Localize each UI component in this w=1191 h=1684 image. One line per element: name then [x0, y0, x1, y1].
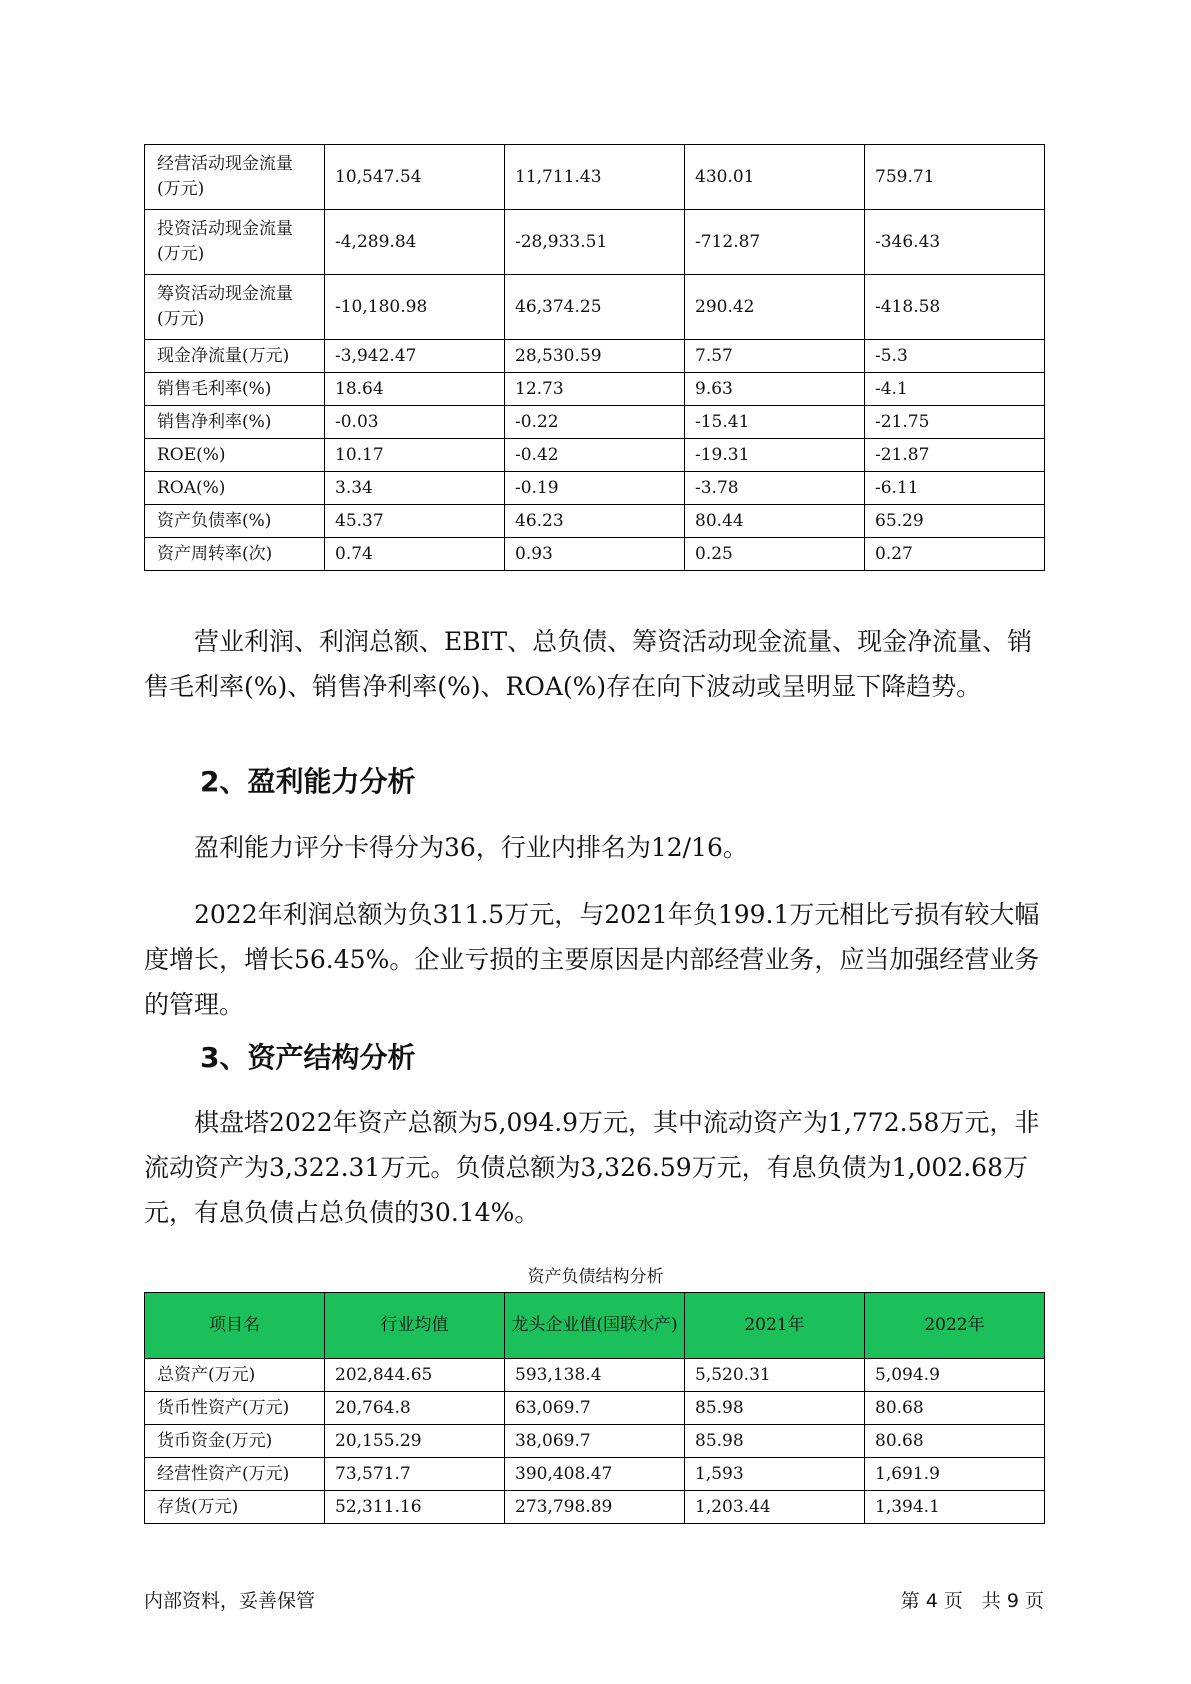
table-row [145, 145, 1045, 210]
footer-confidential-note: 内部资料，妥善保管 [144, 1590, 316, 1612]
row-label: 现金净流量(万元) [145, 340, 325, 373]
table-cell: -4.1 [865, 373, 1045, 406]
table-cell: 28,530.59 [505, 340, 685, 373]
table-cell: -0.22 [505, 406, 685, 439]
table-cell: -346.43 [865, 210, 1045, 275]
table-cell: 80.44 [685, 505, 865, 538]
table-row [145, 1392, 1045, 1425]
table-cell: 80.68 [865, 1392, 1045, 1425]
table-cell: 759.71 [865, 145, 1045, 210]
table-cell: 20,764.8 [325, 1392, 505, 1425]
table-cell: -3.78 [685, 472, 865, 505]
table-cell: 0.25 [685, 538, 865, 571]
table-row [145, 340, 1045, 373]
asset-liability-structure-table [144, 1292, 1045, 1524]
table-cell: 5,094.9 [865, 1359, 1045, 1392]
row-label: 经营活动现金流量(万元) [145, 145, 325, 210]
table-cell: 430.01 [685, 145, 865, 210]
table-row [145, 472, 1045, 505]
table-cell: 85.98 [685, 1392, 865, 1425]
table-header-row [145, 1293, 1045, 1359]
table-cell: 10,547.54 [325, 145, 505, 210]
table-caption: 资产负债结构分析 [527, 1267, 664, 1287]
table-cell: 18.64 [325, 373, 505, 406]
table-cell: -4,289.84 [325, 210, 505, 275]
row-label: ROE(%) [145, 439, 325, 472]
table-cell: 0.93 [505, 538, 685, 571]
table-cell: 1,593 [685, 1458, 865, 1491]
table-cell: 202,844.65 [325, 1359, 505, 1392]
column-header: 行业均值 [325, 1293, 505, 1359]
table-cell: 273,798.89 [505, 1491, 685, 1524]
table-row [145, 210, 1045, 275]
table-cell: 11,711.43 [505, 145, 685, 210]
profit-analysis-paragraph: 2022年利润总额为负311.5万元，与2021年负199.1万元相比亏损有较大幅度增长，增长56.45%。企业亏损的主要原因是内部经营业务，应当加强经营业务的管理。 [144, 900, 1040, 1019]
table-cell: 46.23 [505, 505, 685, 538]
table-cell: 3.34 [325, 472, 505, 505]
footer-page-number: 第 4 页 共 9 页 [900, 1590, 1044, 1612]
table-cell: 593,138.4 [505, 1359, 685, 1392]
table-cell: 73,571.7 [325, 1458, 505, 1491]
table-cell: 1,691.9 [865, 1458, 1045, 1491]
row-label: 资产周转率(次) [145, 538, 325, 571]
table-row [145, 505, 1045, 538]
row-label: 存货(万元) [145, 1491, 325, 1524]
section-heading-asset-structure: 3、资产结构分析 [200, 1041, 416, 1074]
table-cell: 52,311.16 [325, 1491, 505, 1524]
table-cell: -15.41 [685, 406, 865, 439]
row-label: 投资活动现金流量(万元) [145, 210, 325, 275]
table-cell: 46,374.25 [505, 275, 685, 340]
row-label: 资产负债率(%) [145, 505, 325, 538]
table-row [145, 275, 1045, 340]
table-cell: -21.75 [865, 406, 1045, 439]
column-header: 2021年 [685, 1293, 865, 1359]
row-label: 筹资活动现金流量(万元) [145, 275, 325, 340]
table-cell: 9.63 [685, 373, 865, 406]
table-row [145, 1491, 1045, 1524]
table-cell: 7.57 [685, 340, 865, 373]
table-cell: 0.74 [325, 538, 505, 571]
column-header: 项目名 [145, 1293, 325, 1359]
table-cell: -21.87 [865, 439, 1045, 472]
section-heading-profitability: 2、盈利能力分析 [200, 765, 416, 798]
cash-flow-ratio-table [144, 144, 1045, 571]
profitability-score-paragraph: 盈利能力评分卡得分为36，行业内排名为12/16。 [144, 833, 748, 862]
table-cell: 10.17 [325, 439, 505, 472]
table-row [145, 439, 1045, 472]
trend-summary-paragraph: 营业利润、利润总额、EBIT、总负债、筹资活动现金流量、现金净流量、销售毛利率(%)、销售净利率(%)、ROA(%)存在向下波动或呈明显下降趋势。 [144, 627, 1033, 701]
table-cell: 12.73 [505, 373, 685, 406]
table-cell: 20,155.29 [325, 1425, 505, 1458]
table-cell: 390,408.47 [505, 1458, 685, 1491]
table-cell: 65.29 [865, 505, 1045, 538]
table-cell: 5,520.31 [685, 1359, 865, 1392]
table-cell: 1,203.44 [685, 1491, 865, 1524]
column-header: 2022年 [865, 1293, 1045, 1359]
row-label: 销售毛利率(%) [145, 373, 325, 406]
table-cell: -0.19 [505, 472, 685, 505]
table-row [145, 373, 1045, 406]
table-cell: -6.11 [865, 472, 1045, 505]
row-label: ROA(%) [145, 472, 325, 505]
table-cell: 45.37 [325, 505, 505, 538]
table-cell: -418.58 [865, 275, 1045, 340]
table-row [145, 1359, 1045, 1392]
table-cell: -0.42 [505, 439, 685, 472]
table-cell: 0.27 [865, 538, 1045, 571]
table-cell: -712.87 [685, 210, 865, 275]
table-cell: -0.03 [325, 406, 505, 439]
table-row [145, 1425, 1045, 1458]
table-cell: 38,069.7 [505, 1425, 685, 1458]
row-label: 经营性资产(万元) [145, 1458, 325, 1491]
table-cell: 63,069.7 [505, 1392, 685, 1425]
table-cell: -3,942.47 [325, 340, 505, 373]
column-header: 龙头企业值(国联水产) [505, 1293, 685, 1359]
table-cell: 85.98 [685, 1425, 865, 1458]
table-row [145, 406, 1045, 439]
table-cell: -5.3 [865, 340, 1045, 373]
row-label: 货币资金(万元) [145, 1425, 325, 1458]
table-cell: 1,394.1 [865, 1491, 1045, 1524]
asset-structure-paragraph: 棋盘塔2022年资产总额为5,094.9万元，其中流动资产为1,772.58万元，非流动资产为3,322.31万元。负债总额为3,326.59万元，有息负债为1,002.68万元，有息负债占总负债的30.14%。 [144, 1108, 1040, 1227]
table-cell: -19.31 [685, 439, 865, 472]
table-row [145, 538, 1045, 571]
row-label: 销售净利率(%) [145, 406, 325, 439]
table-cell: 290.42 [685, 275, 865, 340]
row-label: 货币性资产(万元) [145, 1392, 325, 1425]
table-cell: 80.68 [865, 1425, 1045, 1458]
table-row [145, 1458, 1045, 1491]
table-cell: -28,933.51 [505, 210, 685, 275]
table-cell: -10,180.98 [325, 275, 505, 340]
row-label: 总资产(万元) [145, 1359, 325, 1392]
